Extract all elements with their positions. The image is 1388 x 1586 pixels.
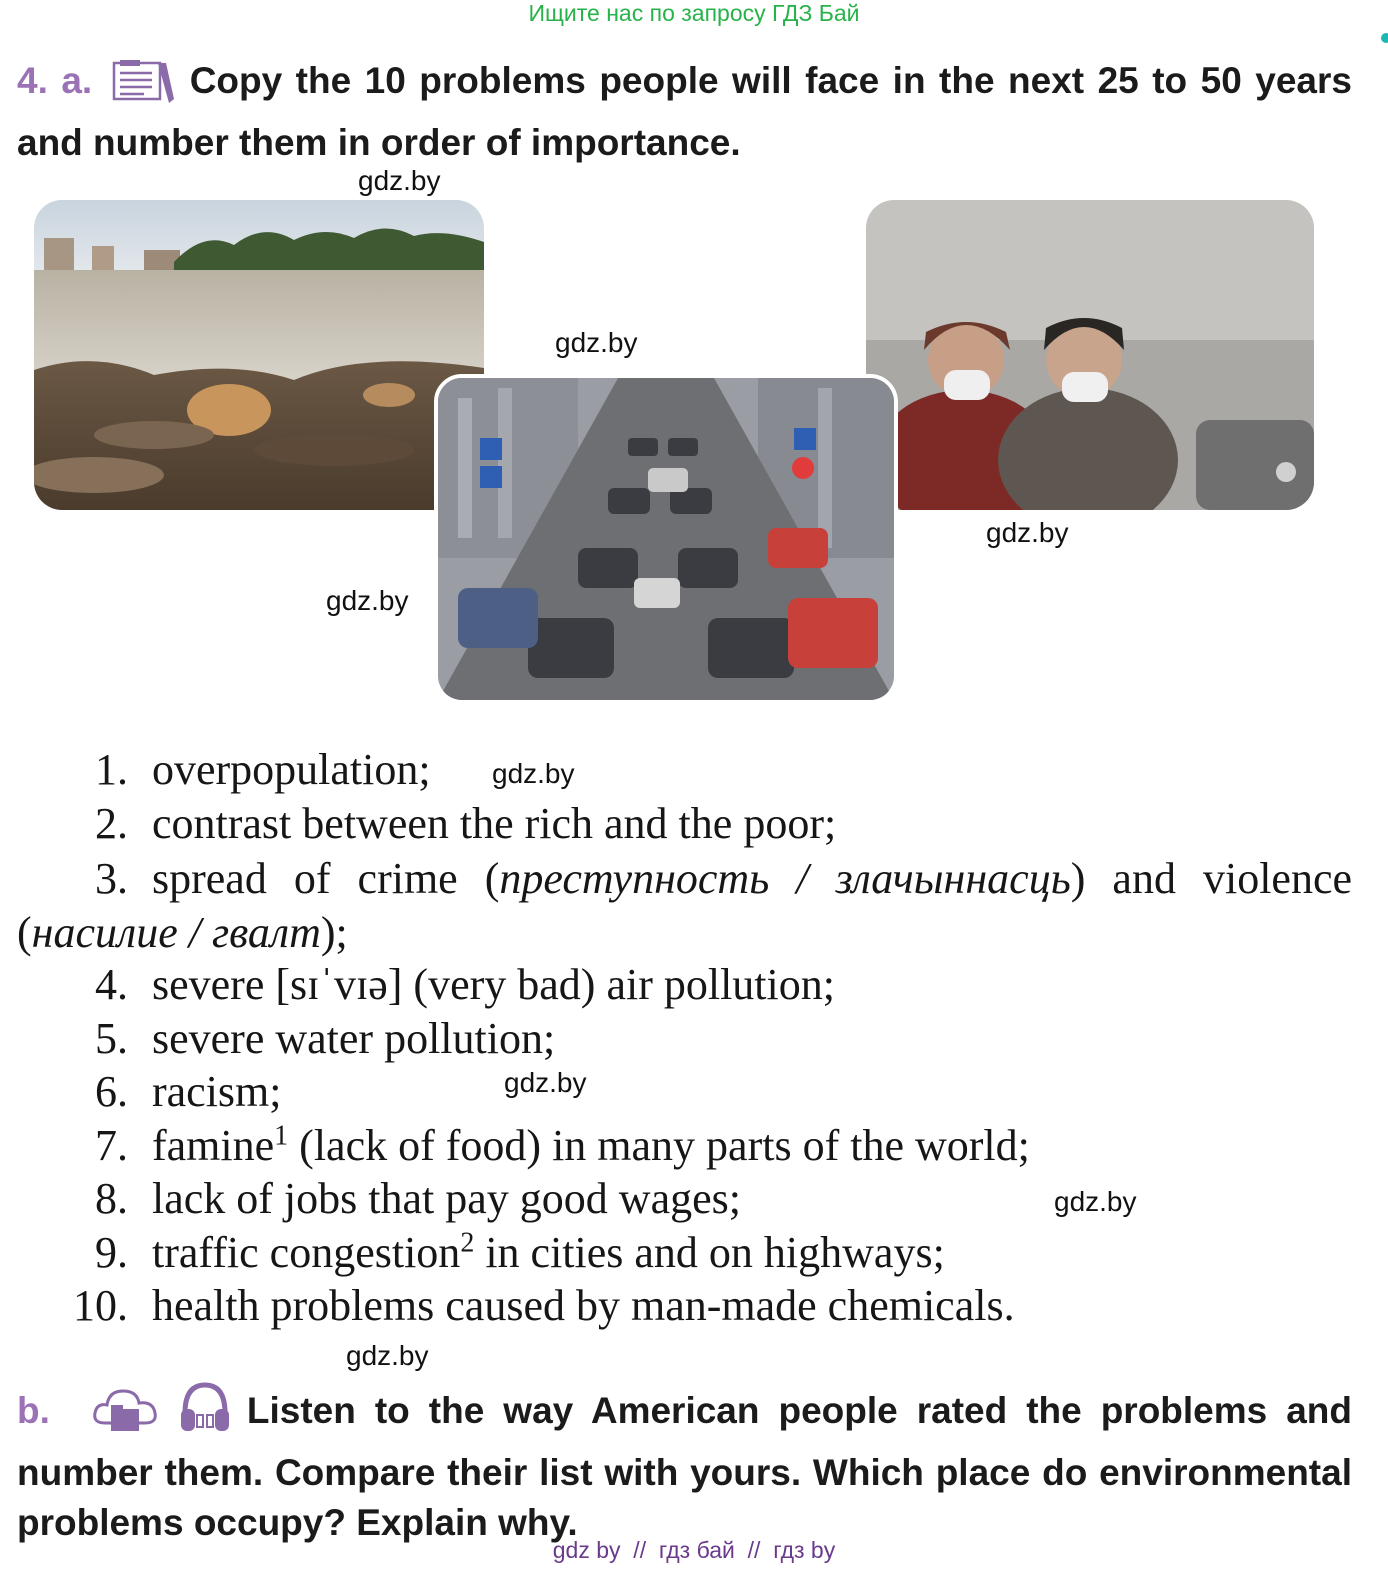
watermark: gdz.by (326, 585, 409, 616)
list-item: 2. contrast between the rich and the poor; (95, 799, 837, 848)
list-item: 1. overpopulation; (95, 745, 431, 794)
watermark: gdz.by (346, 1340, 429, 1371)
watermark: gdz.by (555, 327, 638, 358)
task-a-text: Copy the 10 problems people will face in the next 25 to 50 years and number them in order of importance. (17, 60, 1352, 163)
footer-note: gdz by // гдз бай // гдз by (552, 1537, 836, 1563)
polluted-lake-photo (34, 200, 484, 510)
watermark: gdz.by (492, 758, 575, 789)
list-item: 7. famine$^1$ (lack of food) in many parts of the world; (95, 1120, 1030, 1170)
list-item: 9. traffic congestion$^2$ in cities and on highways; (95, 1227, 945, 1277)
masked-women-smog-photo (866, 200, 1314, 510)
task-a (17, 56, 1352, 168)
cloud-folder-icon (91, 1383, 159, 1448)
list-item: 4. severe [sɪˈvɪə] (very bad) air pollution; (95, 960, 835, 1009)
top-note: Ищите нас по запросу ГДЗ Бай (528, 0, 860, 26)
notebook-pencil-icon (112, 59, 176, 118)
task-b (17, 1379, 1352, 1548)
list-item: 8. lack of jobs that pay good wages; (95, 1174, 741, 1223)
list-item: 3. spread of crime (преступность / злачыннасць) and violence (насилие / гвалт); (17, 854, 1353, 957)
task-letter-a: a. (61, 60, 93, 101)
watermark: gdz.by (504, 1067, 587, 1098)
decor-dot (1381, 33, 1388, 43)
list-item: 5. severe water pollution; (95, 1014, 556, 1063)
watermark: gdz.by (358, 165, 441, 196)
list-item: 10. health problems caused by man-made chemicals. (73, 1281, 1015, 1330)
watermark: gdz.by (1054, 1186, 1137, 1217)
task-letter-b: b. (17, 1390, 50, 1431)
traffic-jam-photo (434, 374, 898, 704)
headphones-icon (177, 1379, 233, 1448)
watermark: gdz.by (986, 517, 1069, 548)
list-item: 6. racism; (95, 1067, 282, 1116)
task-number: 4. (17, 60, 48, 101)
task-b-text: Listen to the way American people rated the problems and number them. Compare their list with yours. Which place do environmental problems occupy? Explain why. (17, 1390, 1353, 1543)
